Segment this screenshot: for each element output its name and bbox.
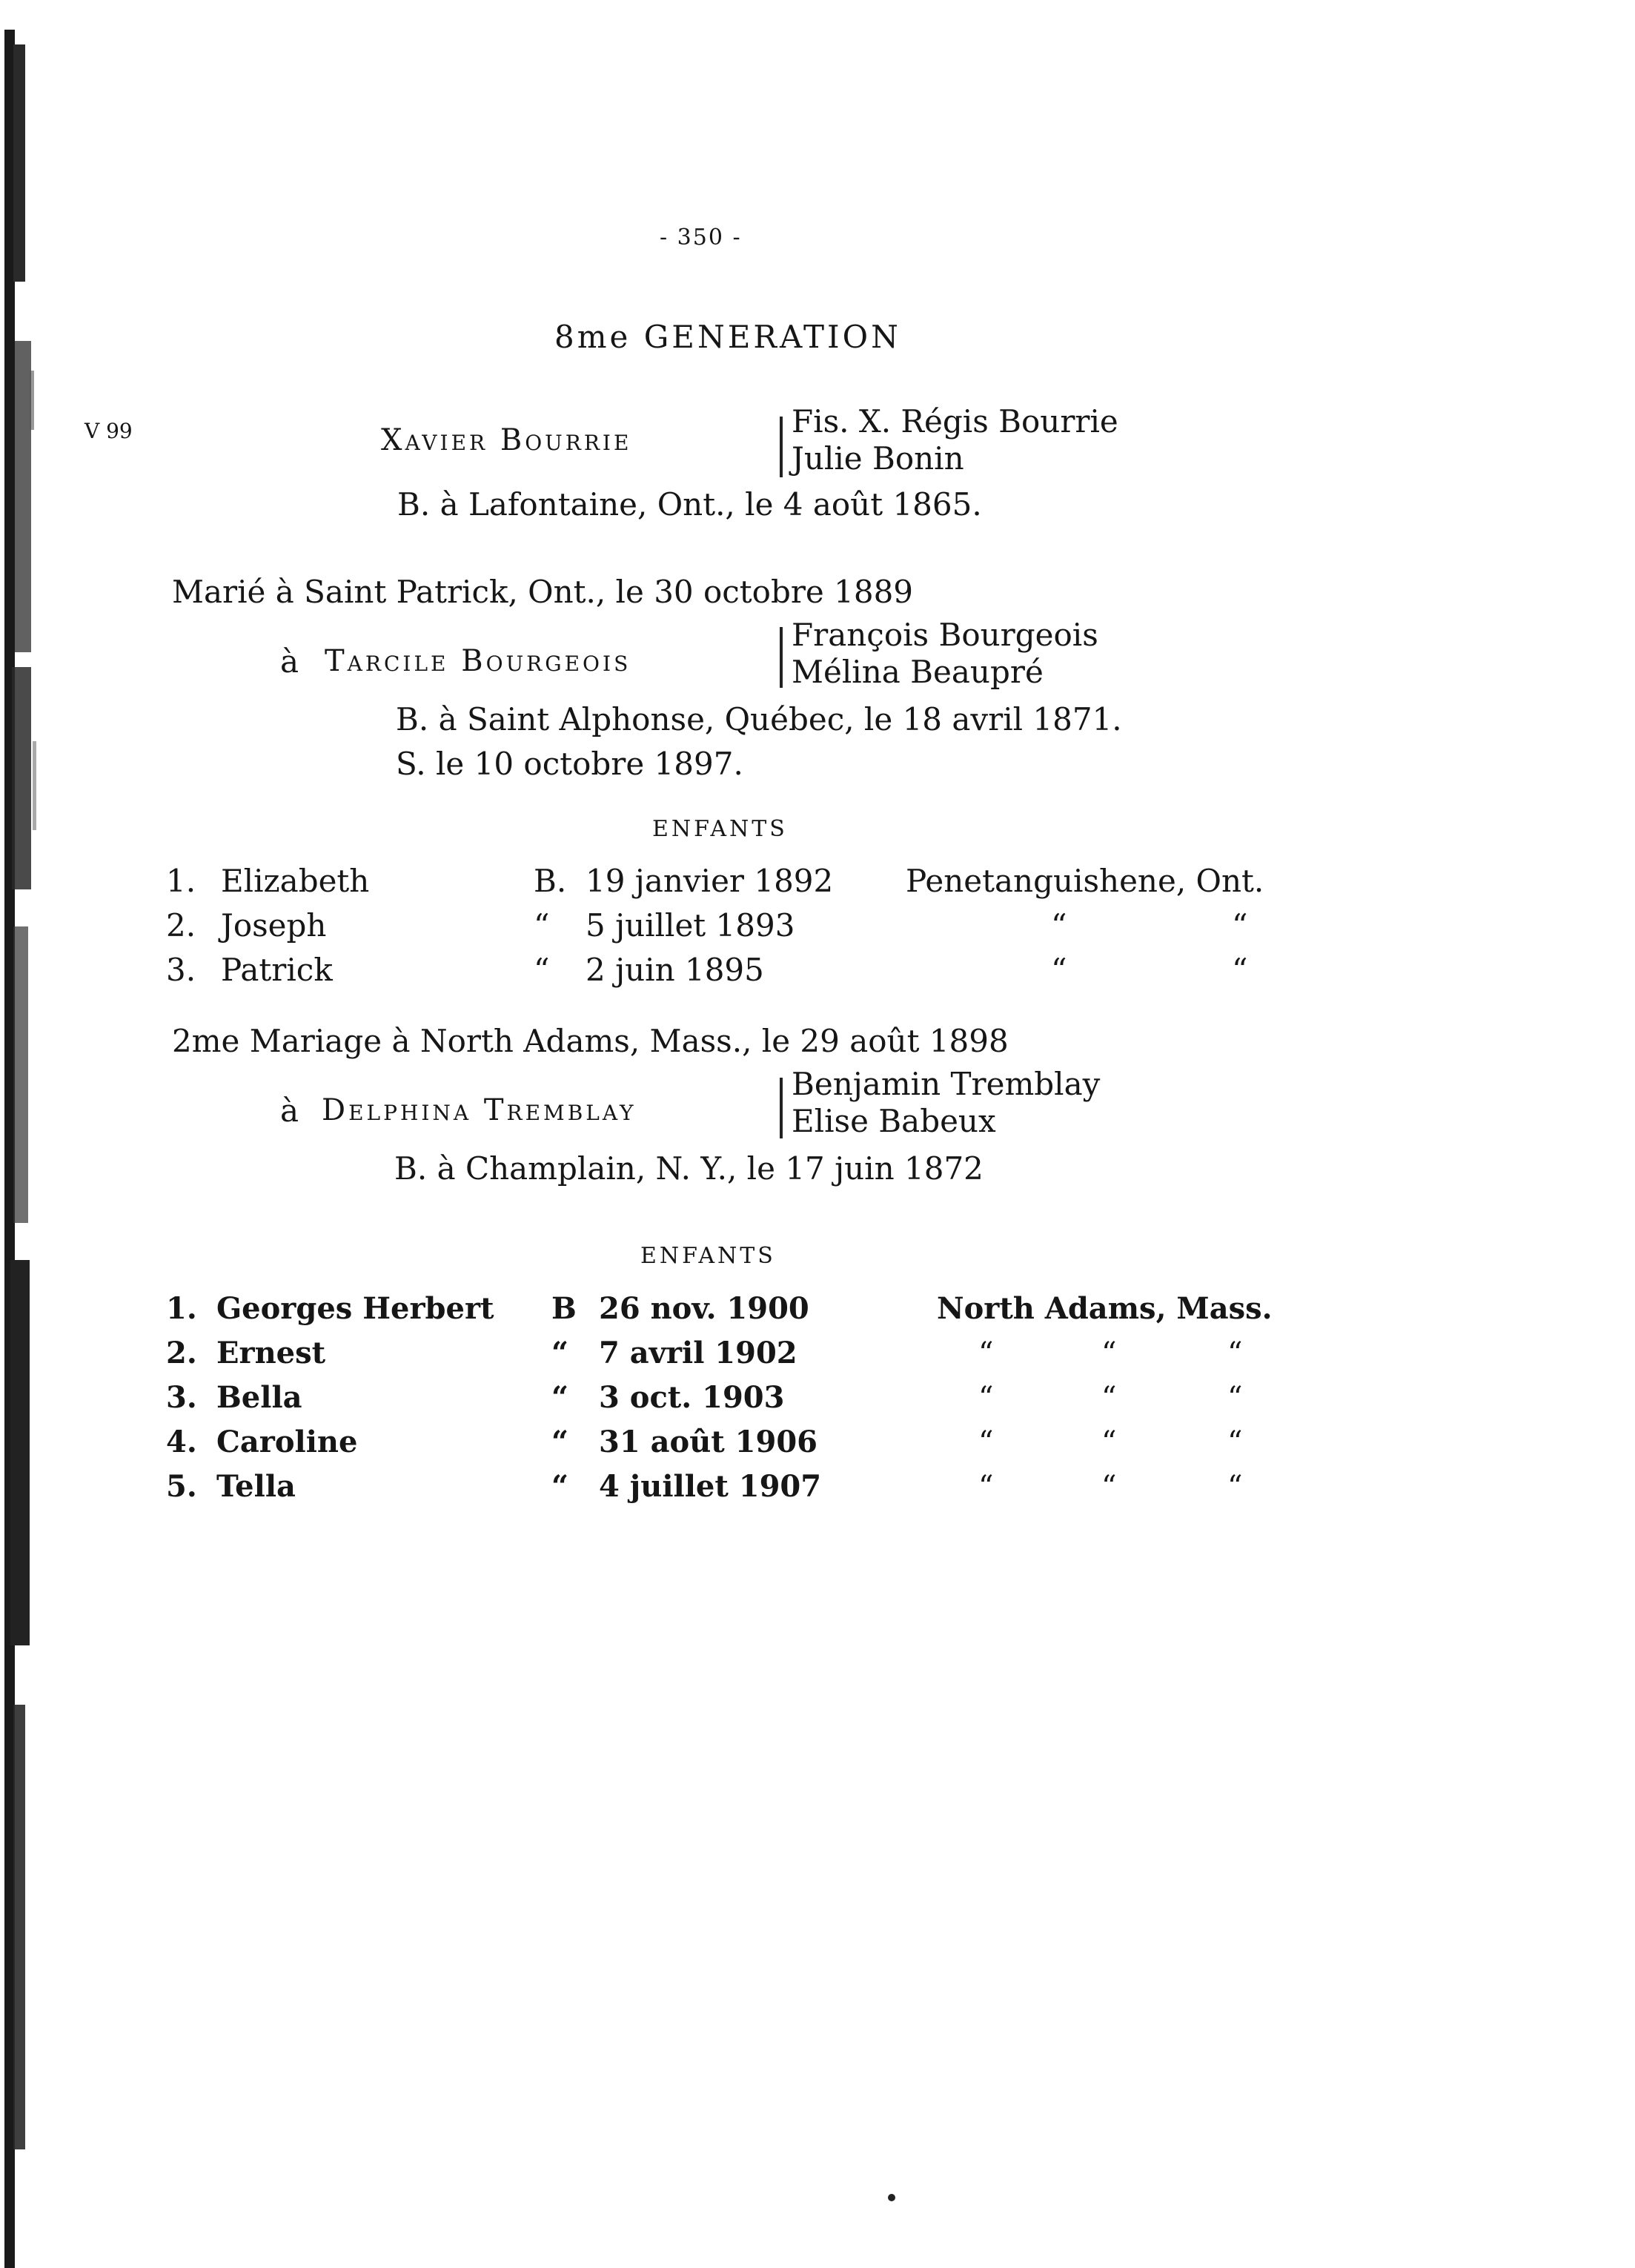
ditto-mark: “	[1101, 1425, 1117, 1459]
ditto-mark: “	[1232, 952, 1248, 988]
child-number: 4.	[166, 1425, 197, 1459]
child-birth-date: 3 oct. 1903	[599, 1380, 785, 1415]
ditto-mark: “	[978, 1336, 994, 1370]
child-name: Joseph	[221, 907, 327, 944]
child-birth-date: 7 avril 1902	[599, 1336, 797, 1370]
marriage2-spouse-birth: B. à Champlain, N. Y., le 17 juin 1872	[394, 1150, 984, 1187]
marriage2-prefix: à	[280, 1092, 299, 1129]
child-birth-marker: “	[551, 1425, 569, 1459]
child-number: 2.	[166, 907, 196, 944]
child-birth-marker: B.	[534, 863, 567, 899]
child-number: 1.	[166, 863, 196, 899]
child-name: Patrick	[221, 952, 333, 988]
child-birth-marker: “	[534, 952, 550, 988]
child-number: 5.	[166, 1469, 197, 1504]
marriage2-line: 2me Mariage à North Adams, Mass., le 29 août 1898	[172, 1023, 1009, 1059]
marriage1-prefix: à	[280, 643, 299, 680]
ditto-mark: “	[978, 1381, 994, 1415]
child-birth-date: 2 juin 1895	[586, 952, 764, 988]
generation-heading: 8me GENERATION	[554, 319, 901, 355]
ditto-mark: “	[1227, 1336, 1243, 1370]
marriage1-spouse-death: S. le 10 octobre 1897.	[396, 746, 743, 782]
marriage1-spouse-birth: B. à Saint Alphonse, Québec, le 18 avril 1871.	[396, 701, 1122, 737]
marriage1-spouse-father: François Bourgeois	[792, 617, 1098, 653]
ditto-mark: “	[1051, 907, 1067, 944]
marriage2-parents-brace	[780, 1078, 783, 1138]
ditto-mark: “	[1227, 1381, 1243, 1415]
marriage1-line: Marié à Saint Patrick, Ont., le 30 octobre 1889	[172, 574, 914, 610]
main-person-father: Fis. X. Régis Bourrie	[792, 403, 1118, 440]
marriage1-parents-brace	[780, 627, 783, 688]
ditto-mark: “	[1101, 1470, 1117, 1504]
ditto-mark: “	[978, 1470, 994, 1504]
marriage2-spouse-mother: Elise Babeux	[792, 1103, 996, 1139]
child-birth-date: 26 nov. 1900	[599, 1291, 809, 1326]
child-birth-place: Penetanguishene, Ont.	[906, 863, 1264, 899]
child-number: 2.	[166, 1336, 197, 1370]
ditto-mark: “	[1101, 1381, 1117, 1415]
child-birth-marker: “	[551, 1380, 569, 1415]
child-birth-place: North Adams, Mass.	[937, 1291, 1273, 1326]
child-birth-marker: “	[551, 1336, 569, 1370]
child-name: Caroline	[216, 1425, 358, 1459]
ditto-mark: “	[978, 1425, 994, 1459]
children1-title: ENFANTS	[652, 816, 788, 842]
child-birth-date: 19 janvier 1892	[586, 863, 834, 899]
main-person-name: Xavier Bourrie	[381, 423, 632, 457]
page-speck	[888, 2194, 895, 2201]
ditto-mark: “	[1232, 907, 1248, 944]
child-name: Ernest	[216, 1336, 326, 1370]
main-person-parents-brace	[780, 417, 783, 477]
ditto-mark: “	[1101, 1336, 1117, 1370]
child-number: 3.	[166, 952, 196, 988]
main-person-mother: Julie Bonin	[792, 440, 964, 477]
child-birth-date: 5 juillet 1893	[586, 907, 795, 944]
ditto-mark: “	[1051, 952, 1067, 988]
main-person-birth: B. à Lafontaine, Ont., le 4 août 1865.	[397, 486, 982, 523]
children2-title: ENFANTS	[640, 1243, 776, 1269]
child-birth-marker: B	[551, 1291, 577, 1326]
child-name: Georges Herbert	[216, 1291, 494, 1326]
child-birth-marker: “	[534, 907, 550, 944]
child-birth-date: 4 juillet 1907	[599, 1469, 822, 1504]
child-name: Tella	[216, 1469, 296, 1504]
ditto-mark: “	[1227, 1425, 1243, 1459]
child-birth-date: 31 août 1906	[599, 1425, 818, 1459]
child-birth-marker: “	[551, 1469, 569, 1504]
child-name: Bella	[216, 1380, 302, 1415]
child-number: 1.	[166, 1291, 197, 1326]
child-number: 3.	[166, 1380, 197, 1415]
child-name: Elizabeth	[221, 863, 370, 899]
page-number: - 350 -	[660, 225, 742, 251]
marriage2-spouse-name: Delphina Tremblay	[322, 1093, 637, 1127]
margin-reference: V 99	[84, 419, 133, 443]
marriage1-spouse-mother: Mélina Beaupré	[792, 654, 1044, 690]
marriage2-spouse-father: Benjamin Tremblay	[792, 1066, 1101, 1102]
scan-edge	[0, 0, 53, 2268]
ditto-mark: “	[1227, 1470, 1243, 1504]
marriage1-spouse-name: Tarcile Bourgeois	[325, 644, 631, 678]
